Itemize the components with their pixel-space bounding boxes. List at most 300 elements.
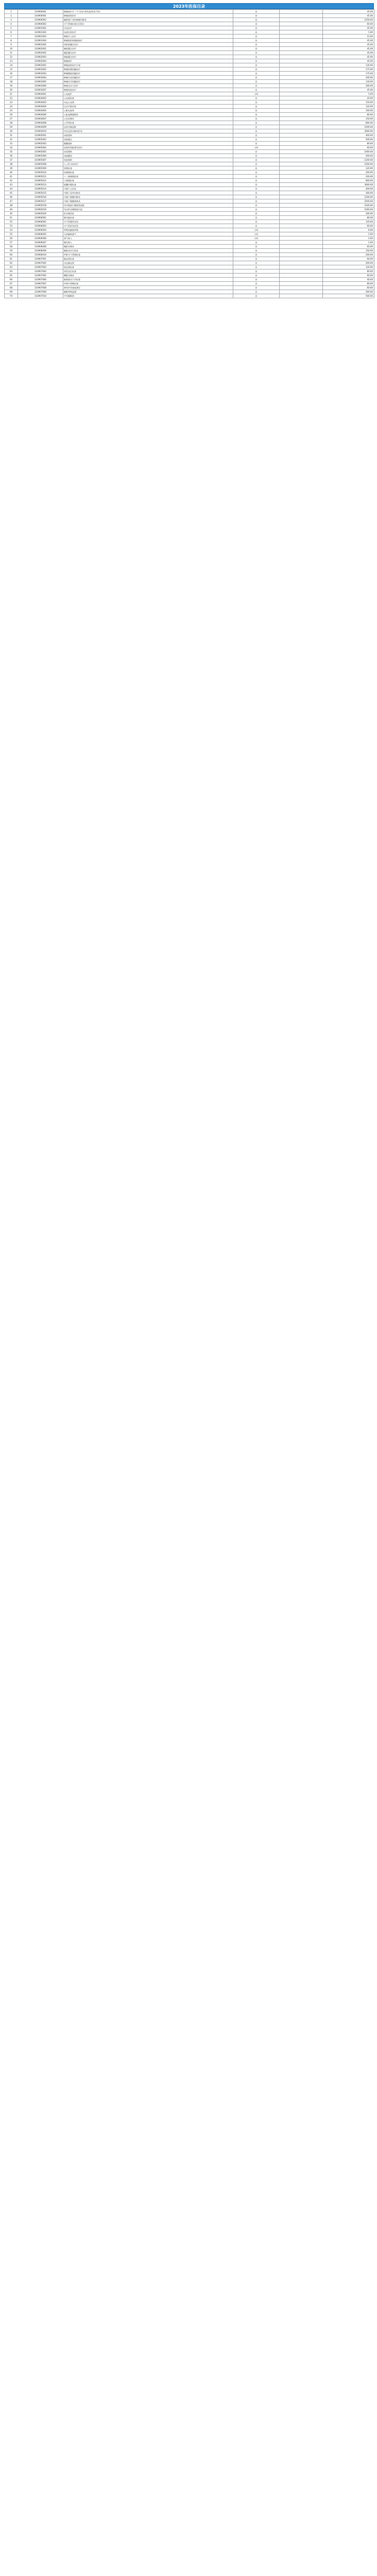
item-code-cell: 310905005 xyxy=(18,150,63,154)
item-code-cell: 310902002 xyxy=(18,51,63,55)
unit-cell: 次 xyxy=(233,72,280,76)
price-cell: 200.00 xyxy=(323,212,374,216)
item-code-cell: 310905012 xyxy=(18,179,63,183)
item-name-cell: 神经传导速度测定 xyxy=(63,286,233,290)
table-row xyxy=(5,80,374,84)
row-number-cell: 10 xyxy=(5,47,18,51)
row-number-cell: 67 xyxy=(5,282,18,286)
price-cell: 200.00 xyxy=(323,261,374,265)
price-cell: 1500.00 xyxy=(323,125,374,129)
unit-cell: 次 xyxy=(233,216,280,220)
item-name-cell: 经内镜逆行胰胆管造影 xyxy=(63,204,233,208)
row-number-cell: 35 xyxy=(5,150,18,154)
row-number-cell: 59 xyxy=(5,249,18,253)
item-code-cell: 310907006 xyxy=(18,278,63,282)
row-number-cell: 43 xyxy=(5,183,18,187)
unit-cell: 次 xyxy=(233,274,280,278)
table-row xyxy=(5,175,374,179)
item-code-cell: 310904007 xyxy=(18,117,63,121)
item-code-cell: 310905020 xyxy=(18,212,63,216)
item-name-cell: 支气管镜检查(含活检) xyxy=(63,22,233,26)
row-number-cell: 28 xyxy=(5,121,18,125)
table-row xyxy=(5,47,374,51)
table-row xyxy=(5,162,374,166)
note-cell xyxy=(280,253,323,257)
table-row xyxy=(5,290,374,294)
row-number-cell: 46 xyxy=(5,195,18,199)
table-row xyxy=(5,171,374,175)
price-cell: 1000.00 xyxy=(323,208,374,212)
note-cell xyxy=(280,47,323,51)
table-row xyxy=(5,84,374,88)
table-row xyxy=(5,187,374,191)
note-cell xyxy=(280,39,323,43)
table-row xyxy=(5,113,374,117)
table-row xyxy=(5,166,374,171)
item-name-cell: 局部注射治疗 xyxy=(63,30,233,35)
item-name-cell: 肿瘤介入治疗 xyxy=(63,35,233,39)
row-number-cell: 6 xyxy=(5,30,18,35)
table-row xyxy=(5,26,374,30)
item-name-cell: 肿瘤组织间插植放疗 xyxy=(63,39,233,43)
item-name-cell: 心导管检查 xyxy=(63,121,233,125)
price-cell: 80.00 xyxy=(323,142,374,146)
row-number-cell: 36 xyxy=(5,154,18,158)
table-row xyxy=(5,294,374,298)
price-cell: 400.00 xyxy=(323,154,374,158)
item-code-cell: 310905016 xyxy=(18,195,63,199)
note-cell xyxy=(280,146,323,150)
row-number-cell: 56 xyxy=(5,236,18,241)
price-cell: 45.00 xyxy=(323,88,374,92)
item-name-cell: 多导睡眠图 xyxy=(63,294,233,298)
note-cell xyxy=(280,105,323,109)
item-code-cell: 310905011 xyxy=(18,175,63,179)
row-number-cell: 70 xyxy=(5,294,18,298)
price-cell: 400.00 xyxy=(323,133,374,138)
item-code-cell: 310903006 xyxy=(18,84,63,88)
price-cell: 80.00 xyxy=(323,216,374,220)
row-number-cell: 55 xyxy=(5,232,18,236)
unit-cell: 次 xyxy=(233,113,280,117)
unit-cell: 小时 xyxy=(233,232,280,236)
table-row xyxy=(5,30,374,35)
row-number-cell: 64 xyxy=(5,269,18,274)
unit-cell: 次 xyxy=(233,133,280,138)
table-row xyxy=(5,100,374,105)
price-cell: 500.00 xyxy=(323,138,374,142)
unit-cell: 次 xyxy=(233,63,280,67)
note-cell xyxy=(280,204,323,208)
price-cell: 300.00 xyxy=(323,191,374,195)
unit-cell: 次 xyxy=(233,47,280,51)
unit-cell: 次 xyxy=(233,67,280,72)
unit-cell: 次 xyxy=(233,150,280,154)
item-name-cell: 支气管舒张试验 xyxy=(63,224,233,228)
item-code-cell: 310906004 xyxy=(18,228,63,232)
price-cell: 5.00 xyxy=(323,92,374,96)
unit-cell: 次 xyxy=(233,121,280,125)
item-name-cell: 连续性肾脏替代治疗 xyxy=(63,146,233,150)
price-cell: 45.00 xyxy=(323,51,374,55)
unit-cell: 次 xyxy=(233,224,280,228)
table-row xyxy=(5,142,374,146)
item-code-cell: 310900001 xyxy=(18,10,63,14)
note-cell xyxy=(280,117,323,121)
price-cell: 120.00 xyxy=(323,220,374,224)
unit-cell: 次 xyxy=(233,249,280,253)
price-cell: 45.00 xyxy=(323,43,374,47)
row-number-cell: 51 xyxy=(5,216,18,220)
row-number-cell: 45 xyxy=(5,191,18,195)
unit-cell: 次 xyxy=(233,171,280,175)
item-code-cell: 310904010 xyxy=(18,129,63,133)
price-cell: 200.00 xyxy=(323,253,374,257)
item-name-cell: 胸腔闭式引流术 xyxy=(63,249,233,253)
note-cell xyxy=(280,162,323,166)
table-row xyxy=(5,146,374,150)
item-code-cell: 310905002 xyxy=(18,138,63,142)
price-cell: 80.00 xyxy=(323,113,374,117)
row-number-cell: 30 xyxy=(5,129,18,133)
note-cell xyxy=(280,121,323,125)
row-number-cell: 38 xyxy=(5,162,18,166)
item-code-cell: 310903003 xyxy=(18,72,63,76)
unit-cell: 次 xyxy=(233,290,280,294)
item-name-cell: 胸腔穿刺术 xyxy=(63,245,233,249)
unit-cell: 次 xyxy=(233,142,280,146)
price-cell: 150.00 xyxy=(323,117,374,121)
table-row xyxy=(5,199,374,204)
note-cell xyxy=(280,171,323,175)
unit-cell: 次 xyxy=(233,212,280,216)
note-cell xyxy=(280,216,323,220)
table-row xyxy=(5,125,374,129)
item-name-cell: 血液灌流 xyxy=(63,154,233,158)
table-row xyxy=(5,43,374,47)
unit-cell: 次 xyxy=(233,245,280,249)
item-name-cell: 动态脑电图 xyxy=(63,261,233,265)
note-cell xyxy=(280,278,323,282)
unit-cell: 次 xyxy=(233,80,280,84)
row-number-cell: 50 xyxy=(5,212,18,216)
note-cell xyxy=(280,14,323,18)
row-number-cell: 37 xyxy=(5,158,18,162)
note-cell xyxy=(280,195,323,199)
unit-cell: 次 xyxy=(233,220,280,224)
note-cell xyxy=(280,67,323,72)
unit-cell: 次 xyxy=(233,199,280,204)
note-cell xyxy=(280,245,323,249)
unit-cell: 次 xyxy=(233,138,280,142)
item-code-cell: 310905006 xyxy=(18,154,63,158)
row-number-cell: 1 xyxy=(5,10,18,14)
unit-cell: 次 xyxy=(233,261,280,265)
table-row xyxy=(5,278,374,282)
item-code-cell: 310906010 xyxy=(18,253,63,257)
row-number-cell: 17 xyxy=(5,76,18,80)
table-row xyxy=(5,274,374,278)
item-name-cell: 诱发电位检查 xyxy=(63,269,233,274)
price-cell: 120.00 xyxy=(323,166,374,171)
price-cell: 2500.00 xyxy=(323,199,374,204)
row-number-cell: 53 xyxy=(5,224,18,228)
note-cell xyxy=(280,236,323,241)
note-cell xyxy=(280,43,323,47)
unit-cell: 次 xyxy=(233,286,280,290)
row-number-cell: 21 xyxy=(5,92,18,96)
row-number-cell: 32 xyxy=(5,138,18,142)
row-number-cell: 5 xyxy=(5,26,18,30)
item-name-cell: 心脏起搏器程控 xyxy=(63,113,233,117)
table-row xyxy=(5,10,374,14)
item-code-cell: 310907007 xyxy=(18,282,63,286)
unit-cell: 次 xyxy=(233,14,280,18)
item-code-cell: 310901003 xyxy=(18,35,63,39)
table-row xyxy=(5,129,374,133)
price-cell: 3000.00 xyxy=(323,129,374,133)
note-cell xyxy=(280,286,323,290)
price-cell: 800.00 xyxy=(323,179,374,183)
note-cell xyxy=(280,220,323,224)
price-cell: 1500.00 xyxy=(323,204,374,208)
item-name-cell: 内镜下黏膜剥离术 xyxy=(63,199,233,204)
price-cell: 1200.00 xyxy=(323,158,374,162)
note-cell xyxy=(280,187,323,191)
item-code-cell: 310902003 xyxy=(18,55,63,59)
price-cell: 60.00 xyxy=(323,274,374,278)
unit-cell: 次 xyxy=(233,179,280,183)
item-code-cell: 310906002 xyxy=(18,220,63,224)
price-cell: 300.00 xyxy=(323,290,374,294)
item-name-cell: 睡眠呼吸监测 xyxy=(63,290,233,294)
note-cell xyxy=(280,257,323,261)
note-cell xyxy=(280,294,323,298)
table-row xyxy=(5,51,374,55)
item-name-cell: 经皮冠状动脉成形术 xyxy=(63,129,233,133)
unit-cell: 次 xyxy=(233,166,280,171)
table-row xyxy=(5,224,374,228)
price-cell: 200.00 xyxy=(323,171,374,175)
unit-cell: 次 xyxy=(233,269,280,274)
row-number-cell: 13 xyxy=(5,59,18,63)
row-number-cell: 68 xyxy=(5,286,18,290)
price-cell: 60.00 xyxy=(323,146,374,150)
unit-cell: 次 xyxy=(233,76,280,80)
unit-cell: 次 xyxy=(233,26,280,30)
table-row xyxy=(5,88,374,92)
table-row xyxy=(5,204,374,208)
unit-cell: 次 xyxy=(233,100,280,105)
price-cell: 130.00 xyxy=(323,63,374,67)
item-code-cell: 310904008 xyxy=(18,121,63,125)
price-cell: 45.00 xyxy=(323,14,374,18)
unit-cell: 次 xyxy=(233,282,280,286)
unit-cell: 次 xyxy=(233,241,280,245)
row-number-cell: 33 xyxy=(5,142,18,146)
unit-cell: 次 xyxy=(233,125,280,129)
item-code-cell: 310905013 xyxy=(18,183,63,187)
note-cell xyxy=(280,51,323,55)
price-cell: 60.00 xyxy=(323,257,374,261)
table-row xyxy=(5,96,374,100)
item-code-cell: 310906006 xyxy=(18,236,63,241)
item-name-cell: 内镜下黏膜切除术 xyxy=(63,195,233,199)
item-code-cell: 310907004 xyxy=(18,269,63,274)
row-number-cell: 63 xyxy=(5,265,18,269)
item-name-cell: 肿瘤放射治疗计划 xyxy=(63,63,233,67)
unit-cell: 次 xyxy=(233,30,280,35)
table-row xyxy=(5,282,374,286)
item-name-cell: 膀胱灌注治疗 xyxy=(63,55,233,59)
unit-cell: 次 xyxy=(233,158,280,162)
item-name-cell: 脑电图检查 xyxy=(63,257,233,261)
price-cell: 2.00 xyxy=(323,236,374,241)
item-code-cell: 310904002 xyxy=(18,96,63,100)
note-cell xyxy=(280,175,323,179)
table-row xyxy=(5,236,374,241)
note-cell xyxy=(280,290,323,294)
unit-cell: 次 xyxy=(233,208,280,212)
note-cell xyxy=(280,80,323,84)
item-name-cell: 内镜下止血术 xyxy=(63,187,233,191)
item-code-cell: 310901001 xyxy=(18,26,63,30)
item-code-cell: 310907010 xyxy=(18,294,63,298)
item-code-cell: 310904001 xyxy=(18,92,63,96)
note-cell xyxy=(280,72,323,76)
unit-cell: 次 xyxy=(233,10,280,14)
table-title: 2023年医保目录 xyxy=(4,3,374,9)
price-cell: 1000.00 xyxy=(323,150,374,154)
unit-cell: 次 xyxy=(233,96,280,100)
row-number-cell: 40 xyxy=(5,171,18,175)
item-code-cell: 310906008 xyxy=(18,245,63,249)
note-cell xyxy=(280,199,323,204)
note-cell xyxy=(280,88,323,92)
item-code-cell: 310901004 xyxy=(18,39,63,43)
table-row xyxy=(5,286,374,290)
item-name-cell: 心电图检查 xyxy=(63,96,233,100)
row-number-cell: 24 xyxy=(5,105,18,109)
item-name-cell: 肿瘤放射治疗 xyxy=(63,14,233,18)
item-code-cell: 310903001 xyxy=(18,63,63,67)
table-row xyxy=(5,158,374,162)
table-row xyxy=(5,67,374,72)
item-code-cell: 310905017 xyxy=(18,199,63,204)
row-number-cell: 31 xyxy=(5,133,18,138)
item-code-cell: 310905001 xyxy=(18,133,63,138)
item-code-cell: 310904003 xyxy=(18,100,63,105)
note-cell xyxy=(280,179,323,183)
note-cell xyxy=(280,142,323,146)
item-name-cell: 胸腔灌注治疗 xyxy=(63,47,233,51)
item-name-cell: 胃镜检查 xyxy=(63,166,233,171)
unit-cell: 次 xyxy=(233,43,280,47)
item-code-cell: 310902001 xyxy=(18,47,63,51)
price-cell: 175.00 xyxy=(323,72,374,76)
row-number-cell: 18 xyxy=(5,80,18,84)
price-cell: 45.00 xyxy=(323,55,374,59)
table-row xyxy=(5,265,374,269)
unit-cell: 次 xyxy=(233,191,280,195)
item-code-cell: 310905007 xyxy=(18,158,63,162)
row-number-cell: 60 xyxy=(5,253,18,257)
item-name-cell: 冷冻治疗 xyxy=(63,26,233,30)
item-code-cell: 310907001 xyxy=(18,257,63,261)
price-cell: 80.00 xyxy=(323,269,374,274)
note-cell xyxy=(280,224,323,228)
item-code-cell: 310904009 xyxy=(18,125,63,129)
note-cell xyxy=(280,92,323,96)
note-cell xyxy=(280,100,323,105)
price-cell: 40.00 xyxy=(323,278,374,282)
item-code-cell: 310907009 xyxy=(18,290,63,294)
item-name-cell: 小肠镜检查 xyxy=(63,179,233,183)
note-cell xyxy=(280,241,323,245)
note-cell xyxy=(280,261,323,265)
table-row xyxy=(5,138,374,142)
price-cell: 45.00 xyxy=(323,59,374,63)
table-row xyxy=(5,105,374,109)
table-row xyxy=(5,92,374,96)
table-body xyxy=(5,10,374,298)
row-number-cell: 12 xyxy=(5,55,18,59)
unit-cell: 次 xyxy=(233,195,280,199)
row-number-cell: 23 xyxy=(5,100,18,105)
unit-cell: 小时 xyxy=(233,236,280,241)
table-row xyxy=(5,212,374,216)
price-cell: 45.00 xyxy=(323,47,374,51)
item-code-cell: 310905018 xyxy=(18,204,63,208)
price-cell: 45.00 xyxy=(323,10,374,14)
unit-cell: 次 xyxy=(233,257,280,261)
item-name-cell: 人工肝支持治疗 xyxy=(63,162,233,166)
unit-cell: 次 xyxy=(233,51,280,55)
unit-cell: 次 xyxy=(233,154,280,158)
item-code-cell: 310900001 xyxy=(18,14,63,18)
item-code-cell: 310900002 xyxy=(18,22,63,26)
unit-cell: 次 xyxy=(233,294,280,298)
item-code-cell: 310903007 xyxy=(18,88,63,92)
table-row xyxy=(5,150,374,154)
note-cell xyxy=(280,35,323,39)
item-name-cell: 肌电图检查 xyxy=(63,265,233,269)
note-cell xyxy=(280,249,323,253)
note-cell xyxy=(280,84,323,88)
note-cell xyxy=(280,22,323,26)
item-name-cell: 肿瘤微波消融治疗 xyxy=(63,72,233,76)
unit-cell: 次 xyxy=(233,175,280,179)
note-cell xyxy=(280,191,323,195)
item-name-cell: 心电监护 xyxy=(63,92,233,96)
note-cell xyxy=(280,274,323,278)
note-cell xyxy=(280,129,323,133)
item-name-cell: 体腔热灌注治疗 xyxy=(63,43,233,47)
table-row xyxy=(5,228,374,232)
item-code-cell: 310907003 xyxy=(18,265,63,269)
row-number-cell: 11 xyxy=(5,51,18,55)
note-cell xyxy=(280,30,323,35)
note-cell xyxy=(280,150,323,154)
table-row xyxy=(5,154,374,158)
item-name-cell: 运动平板试验 xyxy=(63,105,233,109)
row-number-cell: 26 xyxy=(5,113,18,117)
row-number-cell: 58 xyxy=(5,245,18,249)
item-name-cell: 脑脊液动力学检查 xyxy=(63,278,233,282)
item-name-cell: 呼吸机辅助呼吸 xyxy=(63,228,233,232)
note-cell xyxy=(280,18,323,22)
note-cell xyxy=(280,26,323,30)
